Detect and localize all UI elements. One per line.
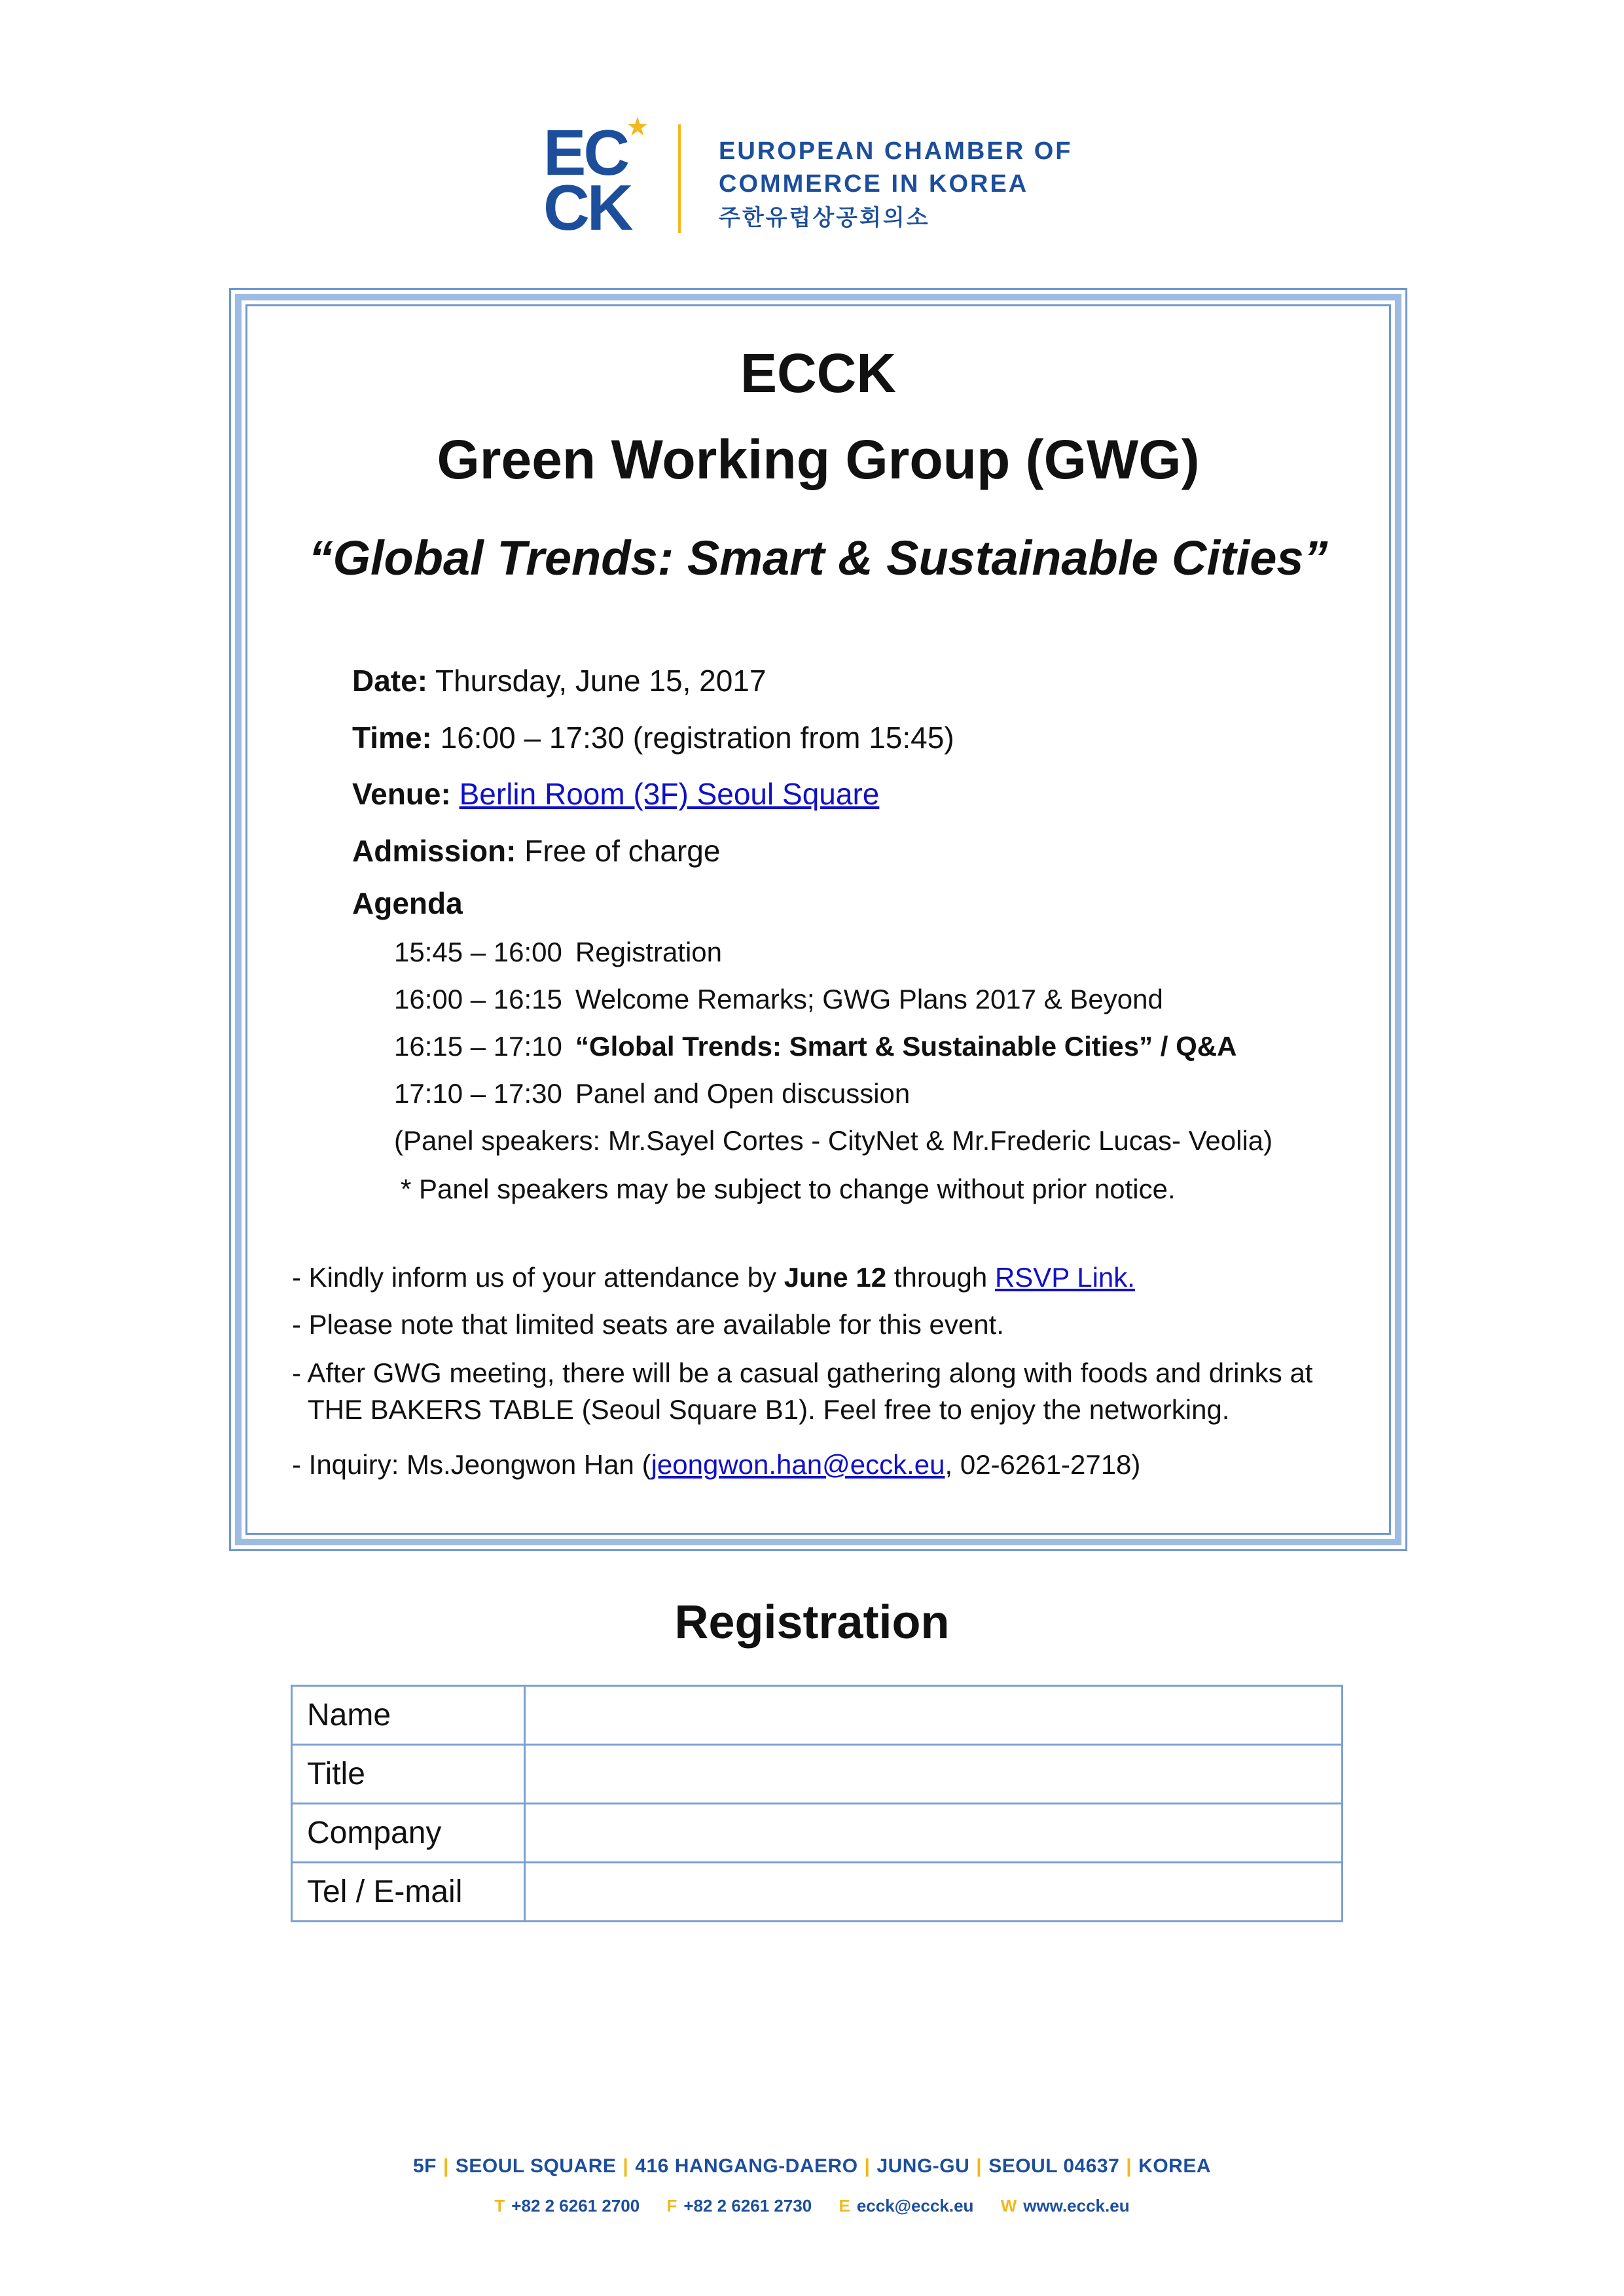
ecck-logo — [543, 113, 1106, 243]
registration-title: Registration — [674, 1596, 950, 1649]
separator: | — [864, 2155, 871, 2177]
logo-mark-line2: CK — [543, 171, 631, 243]
date-value: Thursday, June 15, 2017 — [435, 664, 767, 698]
separator: | — [443, 2155, 449, 2177]
agenda-title: Registration — [575, 937, 723, 967]
address-part: KOREA — [1138, 2155, 1211, 2177]
panel-disclaimer: * Panel speakers may be subject to change without prior notice. — [401, 1174, 1176, 1204]
web-value[interactable]: www.ecck.eu — [1023, 2196, 1130, 2215]
email-value[interactable]: ecck@ecck.eu — [856, 2196, 974, 2215]
email-key: E — [839, 2196, 850, 2215]
footer-address — [0, 2153, 1624, 2179]
rsvp-deadline: June 12 — [784, 1262, 887, 1293]
inquiry-suffix: , 02-6261-2718) — [945, 1449, 1141, 1480]
agenda-item — [394, 1075, 910, 1113]
fax-key: F — [666, 2196, 677, 2215]
venue-row — [352, 774, 879, 814]
time-row — [352, 718, 954, 757]
logo-name-korean: 주한유럽상공회의소 — [719, 205, 930, 231]
address-part: 416 HANGANG-DAERO — [635, 2155, 858, 2177]
ecck-logo-mark — [543, 113, 649, 243]
logo-name — [719, 135, 1072, 236]
agenda-item — [394, 980, 1163, 1018]
logo-name-line2: COMMERCE IN KOREA — [719, 170, 1029, 198]
logo-mark-line1: EC — [543, 117, 628, 188]
company-field[interactable] — [525, 1804, 1343, 1863]
date-row — [352, 661, 766, 700]
agenda-title: Panel and Open discussion — [575, 1078, 911, 1109]
fax-value: +82 2 6261 2730 — [683, 2196, 812, 2215]
separator: | — [623, 2155, 629, 2177]
inquiry-note — [292, 1446, 1140, 1483]
rsvp-link[interactable]: RSVP Link. — [994, 1262, 1135, 1293]
address-part: JUNG-GU — [876, 2155, 970, 2177]
footer-contacts — [0, 2194, 1624, 2217]
org-heading: ECCK — [740, 342, 896, 404]
date-label: Date: — [352, 664, 428, 698]
rsvp-note — [292, 1259, 1135, 1296]
agenda-time: 16:00 – 16:15 — [394, 984, 562, 1014]
agenda-title: “Global Trends: Smart & Sustainable Cities” / Q&A — [575, 1031, 1237, 1062]
table-row — [292, 1686, 1343, 1745]
time-value: 16:00 – 17:30 (registration from 15:45) — [440, 721, 954, 755]
title-field[interactable] — [525, 1745, 1343, 1804]
seats-note: - Please note that limited seats are available for this event. — [292, 1309, 1004, 1340]
table-row — [292, 1804, 1343, 1863]
star-icon: ★ — [626, 113, 649, 141]
agenda-time: 16:15 – 17:10 — [394, 1031, 562, 1062]
separator: | — [976, 2155, 983, 2177]
logo-divider — [678, 124, 681, 233]
panel-speakers-note: (Panel speakers: Mr.Sayel Cortes - CityNet & Mr.Frederic Lucas- Veolia) — [394, 1125, 1273, 1156]
rsvp-middle: through — [886, 1262, 995, 1293]
rsvp-prefix: - Kindly inform us of your attendance by — [292, 1262, 784, 1293]
admission-row — [352, 831, 720, 870]
tel-email-field[interactable] — [525, 1863, 1343, 1922]
address-part: SEOUL 04637 — [988, 2155, 1120, 2177]
registration-table — [291, 1685, 1343, 1922]
title-label: Title — [292, 1745, 525, 1804]
table-row — [292, 1745, 1343, 1804]
gathering-note-line2: THE BAKERS TABLE (Seoul Square B1). Feel free to enjoy the networking. — [308, 1394, 1230, 1425]
gathering-note-line1: - After GWG meeting, there will be a casual gathering along with foods and drinks at — [292, 1357, 1313, 1388]
time-label: Time: — [352, 721, 432, 755]
inquiry-prefix: - Inquiry: Ms.Jeongwon Han ( — [292, 1449, 651, 1480]
name-label: Name — [292, 1686, 525, 1745]
event-title: “Global Trends: Smart & Sustainable Cities” — [308, 531, 1328, 585]
agenda-time: 17:10 – 17:30 — [394, 1078, 562, 1109]
inquiry-email-link[interactable]: jeongwon.han@ecck.eu — [651, 1449, 945, 1480]
agenda-heading: Agenda — [352, 886, 463, 920]
tel-value: +82 2 6261 2700 — [511, 2196, 640, 2215]
agenda-item — [394, 933, 722, 971]
admission-label: Admission: — [352, 834, 516, 868]
name-field[interactable] — [525, 1686, 1343, 1745]
separator: | — [1126, 2155, 1132, 2177]
tel-email-label: Tel / E-mail — [292, 1863, 525, 1922]
tel-key: T — [494, 2196, 505, 2215]
agenda-item — [394, 1028, 1236, 1066]
web-key: W — [1000, 2196, 1017, 2215]
venue-link[interactable]: Berlin Room (3F) Seoul Square — [459, 777, 880, 811]
agenda-title: Welcome Remarks; GWG Plans 2017 & Beyond — [575, 984, 1163, 1014]
agenda-time: 15:45 – 16:00 — [394, 937, 562, 967]
admission-value: Free of charge — [524, 834, 721, 868]
address-part: 5F — [412, 2155, 437, 2177]
company-label: Company — [292, 1804, 525, 1863]
venue-label: Venue: — [352, 777, 451, 811]
group-heading: Green Working Group (GWG) — [437, 429, 1200, 490]
table-row — [292, 1863, 1343, 1922]
logo-name-line1: EUROPEAN CHAMBER OF — [719, 137, 1073, 165]
address-part: SEOUL SQUARE — [455, 2155, 617, 2177]
